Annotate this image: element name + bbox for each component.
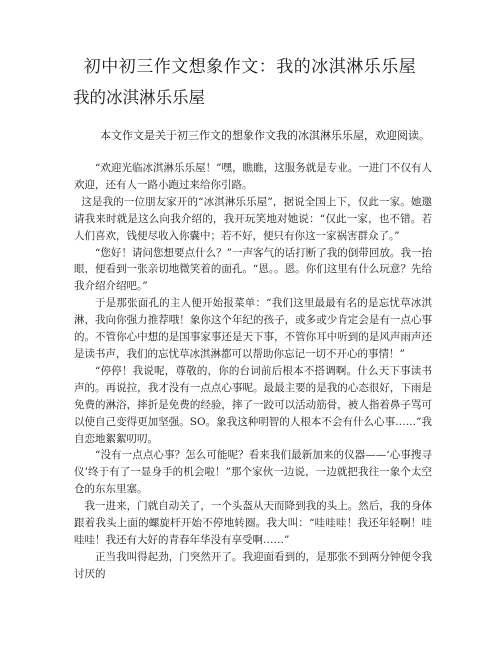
- paragraph: “您好！请问您想要点什么？”一声客气的话打断了我的倒带回放。我一抬眼，便看到一张亲切地微笑着的面孔。“恩。。恩。你们这里有什么玩意？先给我介绍介绍吧。”: [74, 246, 432, 293]
- intro-paragraph: 本文作文是关于初三作文的想象作文我的冰淇淋乐乐屋，欢迎阅读。: [100, 129, 430, 142]
- document-subtitle: 我的冰淇淋乐乐屋: [73, 88, 205, 107]
- paragraph: “欢迎光临冰淇淋乐乐屋！”嘿，瞧瞧，这服务就是专业。一进门不仅有人欢迎，还有人一路小跑过来给你引路。: [74, 162, 432, 191]
- paragraph: 这是我的一位朋友家开的“冰淇淋乐乐屋”，据说全国上下，仅此一家。她邀请我来时就是这么向我介绍的，我开玩笑地对她说：“仅此一家，也不错。若人们喜欢，钱便尽收入你囊中；若不好，便只有你这一家祸害群众了。”: [74, 195, 432, 242]
- paragraph: 正当我叫得起劲，门突然开了。我迎面看到的，是那张不到两分钟便令我讨厌的: [74, 550, 432, 580]
- paragraph: “停停！我说呢，尊敬的，你的台词前后根本不搭调啊。什么天下事读书声的。再说拉，我才没有一点点心事呢。最最主要的是我的心态很好，下雨是免费的淋浴，摔折是免费的经验，摔了一跤可以活动筋骨，被人指着鼻子骂可以使自己变得更加坚强。SO。象我这种明智的人根本不会有什么心事……”我自恋地絮絮叨叨。: [74, 364, 432, 445]
- article-body: [74, 160, 432, 583]
- paragraph: “没有一点点心事？怎么可能呢？看来我们最新加来的仪器——‘心事搜寻仪’终于有了一显身手的机会啦！”那个家伙一边说，一边就把我往一象个太空仓的东东里塞。: [74, 449, 432, 496]
- paragraph: 我一进来，门就自动关了，一个头盔从天而降到我的头上。然后，我的身体跟着我头上面的螺旋杆开始不停地转圈。我大叫：“哇哇哇！我还年轻啊！哇哇哇！我还有大好的青春年华没有享受啊……”: [74, 500, 432, 546]
- document-title: 初中初三作文想象作文：我的冰淇淋乐乐屋: [83, 57, 417, 77]
- paragraph: 于是那张面孔的主人便开始报菜单：“我们这里最最有名的是忘忧草冰淇淋，我向你强力推荐哦！象你这个年纪的孩子，或多或少肯定会是有一点心事的。不管你心中想的是国事家事还是天下事，不管你耳中听到的是风声雨声还是读书声，我们的忘忧草冰淇淋都可以帮助你忘记一切不开心的事情！”: [74, 297, 432, 360]
